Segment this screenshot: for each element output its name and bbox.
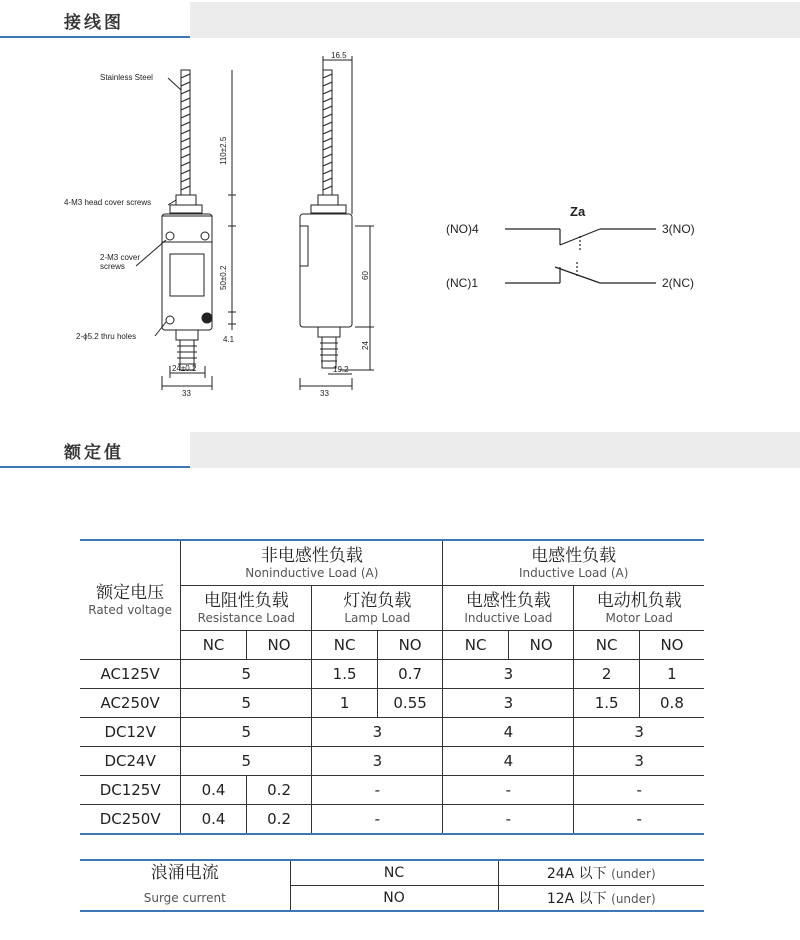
header-nc: NC xyxy=(443,631,509,660)
surge-nc-value: 24A 以下 (under) xyxy=(498,860,704,886)
header-rated-voltage: 额定电压 Rated voltage xyxy=(80,540,181,660)
header-motor: 电动机负载 Motor Load xyxy=(574,586,704,631)
terminal-no3: 3(NO) xyxy=(662,222,695,236)
section-header-rating xyxy=(0,432,800,468)
table-row: DC250V 0.4 0.2 - - - xyxy=(80,805,704,835)
label-thru-holes: 2-ϕ5.2 thru holes xyxy=(76,332,137,341)
section-title: 接线图 xyxy=(64,13,124,33)
surge-nc: NC xyxy=(290,860,498,886)
rating-table xyxy=(80,539,704,835)
terminal-nc1: (NC)1 xyxy=(446,276,478,290)
header-noninductive: 非电感性负载 Noninductive Load (A) xyxy=(181,540,443,586)
label-cover-screws-1: 2-M3 cover xyxy=(100,253,141,262)
header-resistance: 电阻性负载 Resistance Load xyxy=(181,586,312,631)
header-nc: NC xyxy=(181,631,247,660)
header-no: NO xyxy=(639,631,704,660)
surge-label-zh: 浪涌电流 xyxy=(80,860,290,886)
header-nc: NC xyxy=(574,631,640,660)
dimension-drawing xyxy=(0,40,440,400)
table-row: DC125V 0.4 0.2 - - - xyxy=(80,776,704,805)
dim-110: 110±2.5 xyxy=(219,136,228,165)
table-row: DC12V 5 3 4 3 xyxy=(80,718,704,747)
header-inductive-load: 电感性负载 Inductive Load xyxy=(443,586,574,631)
header-no: NO xyxy=(377,631,443,660)
dim-50: 50±0.2 xyxy=(219,265,228,290)
contact-title: Za xyxy=(570,204,586,219)
dim-33-side: 33 xyxy=(320,389,329,398)
dim-16-5: 16.5 xyxy=(331,51,347,60)
dim-24-front: 24±0.2 xyxy=(172,364,197,373)
table-row: AC250V 5 1 0.55 3 1.5 0.8 xyxy=(80,689,704,718)
dim-33-front: 33 xyxy=(182,389,191,398)
header-no: NO xyxy=(246,631,312,660)
header-lamp: 灯泡负载 Lamp Load xyxy=(312,586,443,631)
surge-label-en: Surge current xyxy=(80,886,290,912)
header-nc: NC xyxy=(312,631,378,660)
label-cover-screws-2: screws xyxy=(100,262,125,271)
section-title: 额定值 xyxy=(64,443,124,463)
table-row: AC125V 5 1.5 0.7 3 2 1 xyxy=(80,660,704,689)
surge-no: NO xyxy=(290,886,498,912)
dim-60: 60 xyxy=(361,271,370,280)
contact-diagram xyxy=(440,195,720,305)
dim-24-side: 24 xyxy=(361,341,370,350)
dim-4-1: 4.1 xyxy=(223,335,235,344)
terminal-no4: (NO)4 xyxy=(446,222,479,236)
table-row: DC24V 5 3 4 3 xyxy=(80,747,704,776)
terminal-nc2: 2(NC) xyxy=(662,276,694,290)
surge-table xyxy=(80,859,704,912)
section-header-wiring xyxy=(0,2,800,38)
header-inductive: 电感性负载 Inductive Load (A) xyxy=(443,540,704,586)
label-head-screws: 4-M3 head cover screws xyxy=(64,198,152,207)
header-no: NO xyxy=(508,631,574,660)
dim-19-2: 19.2 xyxy=(333,365,349,374)
surge-no-value: 12A 以下 (under) xyxy=(498,886,704,912)
label-stainless-steel: Stainless Steel xyxy=(100,73,153,82)
